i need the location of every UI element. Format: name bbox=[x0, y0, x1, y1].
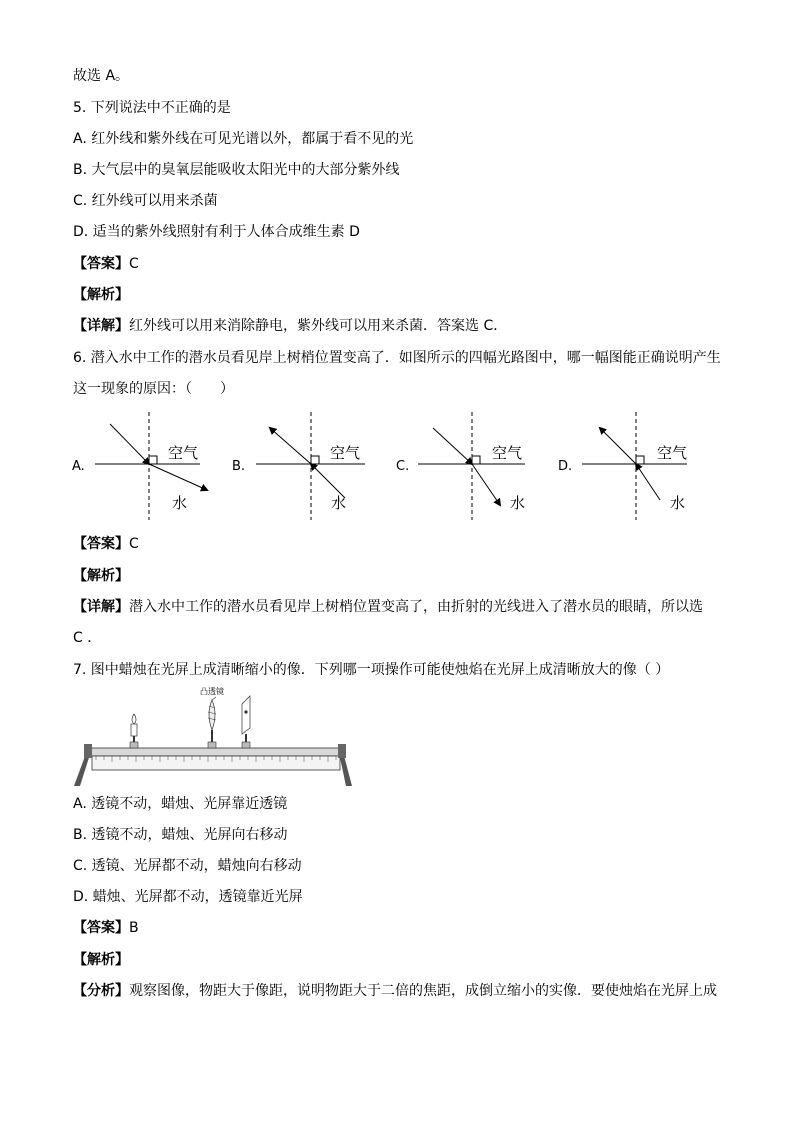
analysis-text: 观察图像，物距大于像距，说明物距大于二倍的焦距，成倒立缩小的实像．要使烛焰在光屏上成 bbox=[129, 983, 717, 999]
answer-value: C bbox=[129, 536, 139, 552]
q7-option-d: D. 蜡烛、光屏都不动，透镜靠近光屏 bbox=[73, 889, 303, 905]
q7-option-c: C. 透镜、光屏都不动，蜡烛向右移动 bbox=[73, 858, 302, 874]
water-label: 水 bbox=[331, 494, 347, 512]
q7-option-b: B. 透镜不动，蜡烛、光屏向右移动 bbox=[73, 827, 288, 843]
q7-stem: 7. 图中蜡烛在光屏上成清晰缩小的像．下列哪一项操作可能使烛焰在光屏上成清晰放大的像（ ） bbox=[73, 662, 670, 678]
q6-answer bbox=[73, 534, 139, 554]
q5-analysis-tag: 【解析】 bbox=[73, 287, 129, 303]
water-label: 水 bbox=[172, 494, 188, 512]
convex-lens bbox=[208, 697, 216, 748]
q7-analysis-tag: 【解析】 bbox=[73, 952, 129, 968]
q7-option-a: A. 透镜不动，蜡烛、光屏靠近透镜 bbox=[73, 796, 288, 812]
optical-bench-figure bbox=[70, 684, 360, 790]
air-label: 空气 bbox=[492, 444, 523, 462]
air-label: 空气 bbox=[168, 444, 199, 462]
analysis-tag: 【分析】 bbox=[73, 983, 129, 999]
q5-option-a: A. 红外线和紫外线在可见光谱以外，都属于看不见的光 bbox=[73, 131, 414, 147]
q6-analysis-tag: 【解析】 bbox=[73, 568, 129, 584]
diagram-label-a: A. bbox=[72, 459, 85, 474]
q6-detail-line1 bbox=[73, 597, 703, 617]
q5-stem: 5. 下列说法中不正确的是 bbox=[73, 100, 231, 116]
water-label: 水 bbox=[510, 494, 526, 512]
air-label: 空气 bbox=[657, 444, 688, 462]
q5-option-c: C. 红外线可以用来杀菌 bbox=[73, 193, 218, 209]
detail-text: 潜入水中工作的潜水员看见岸上树梢位置变高了，由折射的光线进入了潜水员的眼睛，所以选 bbox=[129, 599, 703, 615]
candle bbox=[130, 714, 138, 748]
q6-stem-line1: 6. 潜入水中工作的潜水员看见岸上树梢位置变高了．如图所示的四幅光路图中，哪一幅图能正确说明产生 bbox=[73, 350, 721, 366]
q5-option-b: B. 大气层中的臭氧层能吸收太阳光中的大部分紫外线 bbox=[73, 162, 400, 178]
diagram-label-b: B. bbox=[232, 459, 246, 474]
light-screen bbox=[242, 696, 250, 748]
detail-text: 红外线可以用来消除静电，紫外线可以用来杀菌．答案选 C． bbox=[129, 318, 508, 334]
diagram-label-d: D. bbox=[558, 459, 573, 474]
diagram-label-c: C. bbox=[396, 459, 410, 474]
answer-tag: 【答案】 bbox=[73, 920, 129, 936]
q6-detail-line2: C ． bbox=[73, 630, 102, 646]
answer-tag: 【答案】 bbox=[73, 256, 129, 272]
diagram-b bbox=[232, 412, 365, 520]
q6-diagrams bbox=[60, 410, 740, 525]
q6-stem-line2: 这一现象的原因：（ ） bbox=[73, 381, 234, 397]
detail-tag: 【详解】 bbox=[73, 318, 129, 334]
q5-option-d: D. 适当的紫外线照射有利于人体合成维生素 D bbox=[73, 224, 360, 240]
air-label: 空气 bbox=[330, 444, 361, 462]
q5-answer bbox=[73, 254, 139, 274]
q7-analysis bbox=[73, 981, 717, 1001]
answer-value: C bbox=[129, 256, 139, 272]
text-line: 故选 A。 bbox=[73, 68, 130, 84]
water-label: 水 bbox=[670, 494, 686, 512]
q7-answer bbox=[73, 918, 139, 938]
detail-tag: 【详解】 bbox=[73, 599, 129, 615]
answer-tag: 【答案】 bbox=[73, 536, 129, 552]
q5-detail bbox=[73, 316, 507, 336]
diagram-c bbox=[396, 412, 525, 520]
diagram-d bbox=[558, 412, 687, 520]
lens-label: 凸透镜 bbox=[200, 687, 224, 696]
answer-value: B bbox=[129, 920, 139, 936]
diagram-a bbox=[72, 412, 207, 520]
